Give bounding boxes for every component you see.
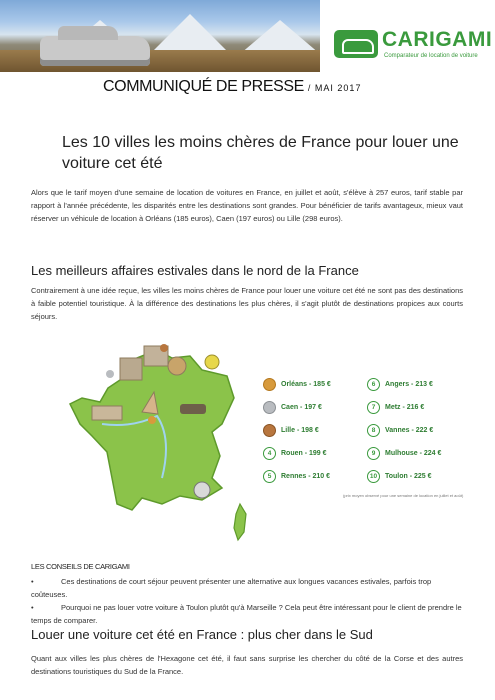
rank-number-icon: 4 <box>263 447 276 460</box>
landmark-car <box>180 404 206 414</box>
bullet-text: Pourquoi ne pas louer votre voiture à Toulon plutôt qu'à Marseille ? Cela peut être intéressant pour le client de prendre le temps de comparer. <box>31 603 462 625</box>
bronze-medal-icon <box>263 424 276 437</box>
advice-heading: LES CONSEILS DE CARIGAMI <box>31 562 130 571</box>
ranking-item-9 <box>367 447 441 460</box>
brand-logo[interactable] <box>334 28 493 68</box>
ranking-label: Mulhouse - 224 € <box>385 450 442 457</box>
landmark-cathedral <box>120 358 142 380</box>
medal-marker-3 <box>160 344 168 352</box>
mountain-shape <box>240 20 320 54</box>
section-paragraph-south: Quant aux villes les plus chères de l'Hexagone cet été, il faut sans surprise les chercher du côté de la Corse et des autres destinations touristiques du Sud de la France. <box>31 654 463 676</box>
brand-tagline: Comparateur de location de voiture <box>384 53 478 59</box>
ranking-label: Rennes - 210 € <box>281 473 331 480</box>
rank-number-icon: 6 <box>367 378 380 391</box>
ranking-label: Toulon - 225 € <box>385 473 432 480</box>
ranking-label: Vannes - 222 € <box>385 427 434 434</box>
bullet-icon: • <box>31 577 34 586</box>
rank-number-icon: 7 <box>367 401 380 414</box>
ranking-label: Caen - 197 € <box>281 404 322 411</box>
ranking-label: Angers - 213 € <box>385 381 433 388</box>
ranking-item-8 <box>367 424 433 437</box>
rank-number-icon: 8 <box>367 424 380 437</box>
ranking-item-5 <box>263 470 330 483</box>
ranking-item-4 <box>263 447 327 460</box>
car-icon <box>334 30 378 58</box>
ranking-item-10 <box>367 470 432 483</box>
bullet-icon: • <box>31 603 34 612</box>
ranking-label: Lille - 198 € <box>281 427 319 434</box>
medal-marker-1 <box>148 416 156 424</box>
ranking-item-7 <box>367 401 424 414</box>
gold-medal-icon <box>263 378 276 391</box>
ranking-item-2 <box>263 401 322 414</box>
rank-number-icon: 10 <box>367 470 380 483</box>
page-title: Les 10 villes les moins chères de France pour louer une voiture cet été <box>62 134 459 172</box>
car-image <box>40 36 150 66</box>
ranking-footnote: (prix moyen observé pour une semaine de location en juillet et août) <box>343 493 464 498</box>
intro-paragraph: Alors que le tarif moyen d'une semaine de location de voitures en France, en juillet et août, s'élève à 257 euros, tarif stable par rapport à l'année précédente, les disparités entre les destinations sont grandes. Pour bénéficier de tarifs avantageux, mieux vaut réserver un véhicule de location à Orléans (185 euros), Caen (197 euros) ou Lille (298 euros). <box>31 188 463 223</box>
landmark-castle <box>92 406 122 420</box>
france-map <box>62 328 252 548</box>
advice-bullet <box>31 575 463 601</box>
mountain-shape <box>150 14 230 54</box>
header-photo <box>0 0 320 72</box>
landmark-ferry <box>194 482 210 498</box>
section-heading-south: Louer une voiture cet été en France : plus cher dans le Sud <box>31 627 373 642</box>
advice-bullet <box>31 601 463 627</box>
section-paragraph-north: Contrairement à une idée reçue, les villes les moins chères de France pour louer une voiture cet été ne sont pas des destinations à faible potentiel touristique. À la différence des destinations les plus chères, il s'agit plutôt de destinations propices aux courts séjours. <box>31 286 463 321</box>
press-label: COMMUNIQUÉ DE PRESSE <box>103 78 304 95</box>
ranking-item-1 <box>263 378 331 391</box>
ranking-label: Rouen - 199 € <box>281 450 327 457</box>
press-release-heading <box>103 78 361 96</box>
rank-number-icon: 9 <box>367 447 380 460</box>
landmark-shield <box>168 357 186 375</box>
ranking-item-6 <box>367 378 433 391</box>
ranking-label: Orléans - 185 € <box>281 381 331 388</box>
medal-marker-2 <box>106 370 114 378</box>
rank-number-icon: 5 <box>263 470 276 483</box>
press-date: / MAI 2017 <box>307 83 362 93</box>
silver-medal-icon <box>263 401 276 414</box>
corsica <box>234 504 246 540</box>
section-heading-north: Les meilleurs affaires estivales dans le nord de la France <box>31 263 359 278</box>
ranking-label: Metz - 216 € <box>385 404 425 411</box>
ranking-item-3 <box>263 424 319 437</box>
bullet-text: Ces destinations de court séjour peuvent présenter une alternative aux longues vacances estivales, parfois trop coûteuses. <box>31 577 432 599</box>
landmark-fruit <box>205 355 219 369</box>
brand-name: CARIGAMI <box>382 28 493 51</box>
